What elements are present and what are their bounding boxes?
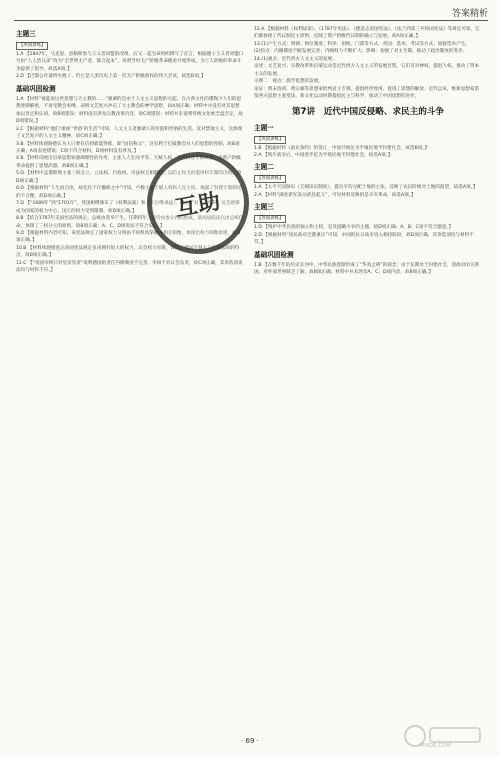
section-tag-row xyxy=(254,135,482,145)
section-tag-row xyxy=(16,41,244,51)
section-tag: 【巩固训练】 xyxy=(254,175,286,183)
answer-paragraph: 2.D 【巴黎公社最终失败了，但它是人类历史上第一次无产阶级政权的伟大尝试，故选D项。】 xyxy=(16,74,206,80)
answer-paragraph: 7.D 【“1689年”到“1701年”，英国相继颁布了《权利法案》和《王位继承法》，确立了君主立宪制，议会逐渐成为国家的权力中心，国王的权力受到限制，故D项正确。】 xyxy=(16,201,240,214)
answer-paragraph: 1.A 【1847年，马克思、恩格斯参与王义者同盟的改组，后又一起为该组织撰写了宣言，根据题干王义者同盟口号由“人人皆兄弟”改为“全世界无产者，联合起来”，说明当时无产阶级革命理论开始形成，为工人阶级的革命斗争提供了指导，故选A项。】 xyxy=(16,52,244,72)
lesson-title: 第7讲 近代中国反侵略、求民主的斗争 xyxy=(291,106,445,117)
answer-paragraph: 11.C 【“帝国宰相只对皇帝负责”说明德国的责任内阁制度不完善，宰相不对议会负责，故C项正确，其余选项说法均与材料不符。】 xyxy=(16,260,243,274)
answer-paragraph: 1.A 【太平天国颁布《天朝田亩制度》，提出平均分配土地的主张，反映了农民阶级对土地的渴望，故选A项。】 xyxy=(254,185,478,191)
right-column xyxy=(254,26,482,277)
section-heading: 主题三 xyxy=(16,30,36,38)
section-heading: 基础巩固检测 xyxy=(254,250,294,259)
section-heading: 主题一 xyxy=(254,123,274,132)
answer-paragraph: (2)特点：内阁制度不断发展完善；内阁权力不断扩大；影响：加强了君主专制，推动了政治制度的进步。 xyxy=(254,49,468,55)
header-title: 答案精析 xyxy=(451,9,488,19)
section-heading: 主题二 xyxy=(254,163,274,172)
logo-text: MXQE.COM xyxy=(420,743,451,749)
answer-paragraph: 3.B 【材料体现路德认为人只要有信仰就能得救，即“因信称义”，这有利于打破教会对人们思想的控制，故B项正确；A项表述错误；C项不符合材料，D项材料没有涉及。】 xyxy=(16,141,240,154)
header-divider xyxy=(14,20,488,21)
answer-paragraph: 6.D 【根据材料“人生而自由，却无往不在枷锁之中”可知，卢梭主张天赋人权和人民主权，揭露了封建专制制度的不合理，故D项正确。】 xyxy=(16,186,242,199)
answer-paragraph: 1.B 【在数千年的历史长河中，中华民族逐渐形成了“华夷之辨”的观念，由于长期处于封建社会，清政府闭关锁国，对外部世界缺乏了解，故B项正确；材料中并未涉及A、C、D项内容，故B项正确。】 xyxy=(254,262,480,276)
section-tag-row xyxy=(254,214,482,224)
section-tag-row xyxy=(254,174,482,184)
answer-paragraph: 9.D 【根据材料内容可知，该宪法规定了国家权力分别由不同机构掌握并相互制衡，体现出权力制衡原则，故D项正确。】 xyxy=(16,230,241,244)
answer-paragraph: 2.A 【鸦片战争后，中国逐步沦为半殖民地半封建社会，故选A项。】 xyxy=(254,152,393,158)
answer-paragraph: 1.A 【材料“谁能说这些思想与天主教的……”强调的是由于人文主义思想的兴起，在古典文化的熏陶下人们的思想逐渐解放，不再受教会束缚，表明文艺复兴冲击了天主教会的神学思想，故A项正确；材料中并没有对其思想加以肯定和认同，故B项错误；材料没有涉及宗教改革内容，故C项错误；材料并未说明传统文化被全盘否定，故D项错误。】 xyxy=(16,96,243,125)
watermark-text: 互助 xyxy=(173,188,224,222)
section-heading: 基础巩固检测 xyxy=(16,84,56,93)
answer-paragraph: 2.C 【根据材料“他们‘重视’‘世俗’的生活”可知，人文主义者强调人的价值和世俗的生活，反对禁欲主义，这体现了文艺复兴的人文主义精神，故C项正确。】 xyxy=(16,126,243,140)
section-tag: 【巩固训练】 xyxy=(254,215,286,223)
answer-paragraph: 8.B 【结合1787年美国宪法的规定，总统由选举产生，任期四年，国会由参众两院组成，最高法院法官由总统任命，体现了三权分立的原则，故B项正确；A、C、D项说法不符合史实。】 xyxy=(16,216,244,229)
answer-paragraph: 2.D 【根据材料“国民政府迁都重庆”可知，中国的抗日战争进入相持阶段，故D项正确，其余选项均与材料不符。】 xyxy=(254,232,474,246)
answer-paragraph: 14.(1)观点：近代西方人文主义的发展。 xyxy=(254,56,337,62)
section-tag: 【巩固训练】 xyxy=(254,136,286,144)
answer-paragraph: 13.(1)产生方式：明朝；相位制度；科举、捐纳、门荫等方式。英国：选举、考试等方式；间接选举产生。 xyxy=(254,41,470,47)
page-number: · 69 · xyxy=(241,737,259,745)
answer-paragraph: 10.B 【材料体现德意志帝国宪法规定皇帝拥有很大的权力，议会权力有限，体现了德国专制主义色彩浓厚的特点，故B项正确。】 xyxy=(16,245,240,259)
answer-paragraph: 1.B 【根据材料《南京条约》的签订，中国开始沦为半殖民地半封建社会，故选B项。】 xyxy=(254,145,430,151)
answer-paragraph: 论述：文艺复兴、宗教改革和启蒙运动是近代西方人文主义的发展过程，它们反对神权，提倡人权，推动了资本主义的发展。 xyxy=(254,64,480,77)
answer-paragraph: 2.A 【材料“湖北新军发动武昌起义”，可见材料反映的是辛亥革命，故选A项。】 xyxy=(254,192,416,198)
answer-paragraph: 12.A 【根据材料《权利法案》、《1787年宪法》、《德意志帝国宪法》、《法兰西第三共和国宪法》等规定可知，它们都体现了代议制民主原则，反映了资产阶级代议制的确立与发展，故A项正确。】 xyxy=(254,27,480,40)
answer-paragraph: 4.B 【材料反映出启蒙思想家强调理性的作用，主张人人生而平等、天赋人权，反对封建专制统治，为资产阶级革命提供了思想武器，故B项正确。】 xyxy=(16,156,241,169)
section-tag: 【巩固训练】 xyxy=(16,42,48,50)
section-heading: 主题三 xyxy=(254,203,274,212)
answer-paragraph: 论证：明末清初，黄宗羲等思想家批判君主专制，提倡经世致用，促进了思想的解放；近代以来，维新思想家借鉴西方思想主张变法，新文化运动时期提倡民主与科学，推动了中国思想的进步。 xyxy=(254,86,480,100)
answer-paragraph: 1.D 【维护中华民族的独立和主权，是反侵略斗争的主题，故D项正确；A、B、C项不符合题意。】 xyxy=(254,225,454,231)
answer-paragraph: 示例二 观点：儒学思想的发展。 xyxy=(254,79,323,85)
answer-paragraph: 5.D 【材料中孟德斯鸠主张三权分立，立法权、行政权、司法权互相制约，以防止权力的滥用和专制的出现，故D项正确。】 xyxy=(16,171,242,184)
